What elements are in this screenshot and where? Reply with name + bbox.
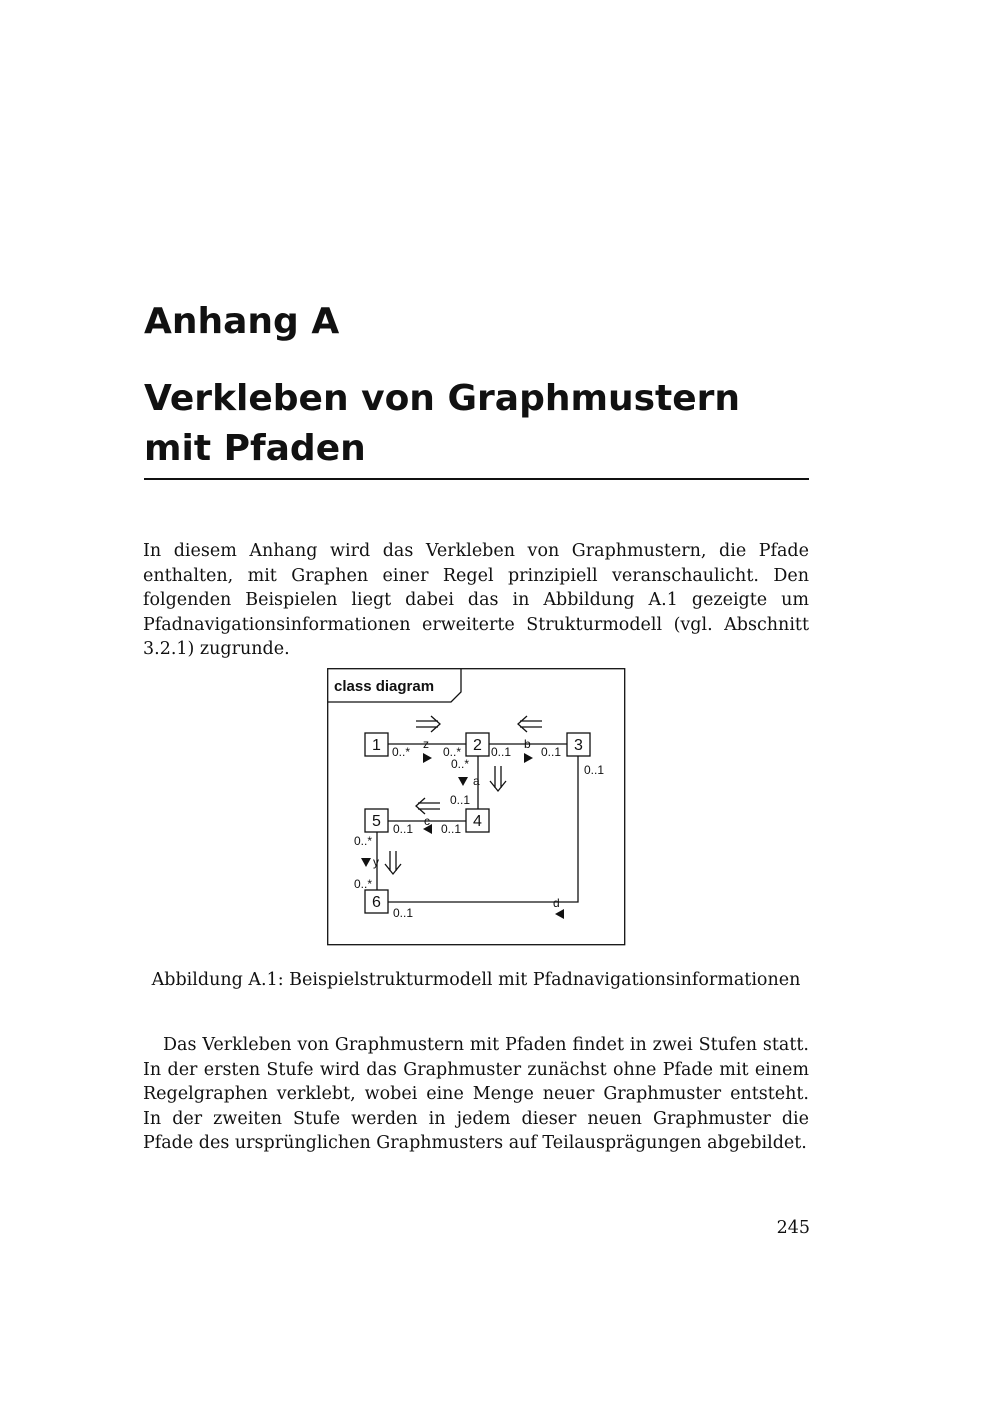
double-arrow-left-icon [518,716,542,732]
class-diagram-figure [327,668,627,948]
page-number: 245 [776,1218,810,1238]
mult-d-bottom: 0..1 [393,906,414,920]
assoc-name-a: a [473,774,480,788]
chapter-label: Anhang A [144,301,340,342]
mult-b-left: 0..1 [491,745,512,759]
class-diagram [327,668,627,948]
title-rule [144,478,809,480]
direction-left-icon [555,909,564,919]
direction-right-icon [524,753,533,763]
frame-label: class diagram [334,678,435,695]
direction-right-icon [423,753,432,763]
double-arrow-down-icon [490,766,506,791]
assoc-name-d: d [553,896,560,910]
class-name-4: 4 [473,813,482,830]
mult-d-top: 0..1 [584,763,605,777]
class-name-2: 2 [473,737,482,754]
class-name-5: 5 [372,813,381,830]
mult-b-right: 0..1 [541,745,562,759]
direction-down-icon [361,858,371,867]
direction-down-icon [458,777,468,786]
mult-c-right: 0..1 [441,822,462,836]
double-arrow-left-icon [416,798,440,814]
mult-y-bottom: 0..* [354,877,373,891]
figure-caption: Abbildung A.1: Beispielstrukturmodell mit Pfadnavigationsinformationen [151,970,801,990]
mult-z-right: 0..* [443,745,462,759]
mult-a-bottom: 0..1 [450,793,471,807]
assoc-line-d [388,756,578,902]
class-name-1: 1 [372,737,381,754]
mult-z-left: 0..* [392,745,411,759]
class-name-3: 3 [574,737,583,754]
body-paragraph: Das Verkleben von Graphmustern mit Pfaden findet in zwei Stufen statt. In der ersten Stufe wird das Graphmuster zunächst ohne Pfade mit einem Regelgraphen verklebt, wobei eine Menge neuer Graphmuster entsteht. In der zweiten Stufe werden in jedem dieser neuen Graphmuster die Pfade des ursprünglichen Graphmusters auf Teilausprägungen abgebildet. [143,1035,809,1153]
assoc-name-y: y [373,855,379,869]
assoc-name-b: b [524,737,531,751]
mult-c-left: 0..1 [393,822,414,836]
double-arrow-right-icon [416,716,440,732]
mult-y-top: 0..* [354,834,373,848]
class-name-6: 6 [372,894,381,911]
intro-paragraph: In diesem Anhang wird das Verkleben von Graphmustern, die Pfade enthalten, mit Graphen einer Regel prinzipiell veranschaulicht. Den folgenden Beispielen liegt dabei das in Abbildung A.1 gezeigte um Pfadnavigationsinformationen erweiterte Strukturmodell (vgl. Abschnitt 3.2.1) zugrunde. [143,541,809,659]
mult-a-top: 0..* [451,757,470,771]
assoc-name-z: z [423,737,429,751]
chapter-title: Verkleben von Graphmustern mit Pfaden [144,378,741,469]
double-arrow-down-icon [385,851,401,874]
assoc-name-c: c [424,814,430,828]
